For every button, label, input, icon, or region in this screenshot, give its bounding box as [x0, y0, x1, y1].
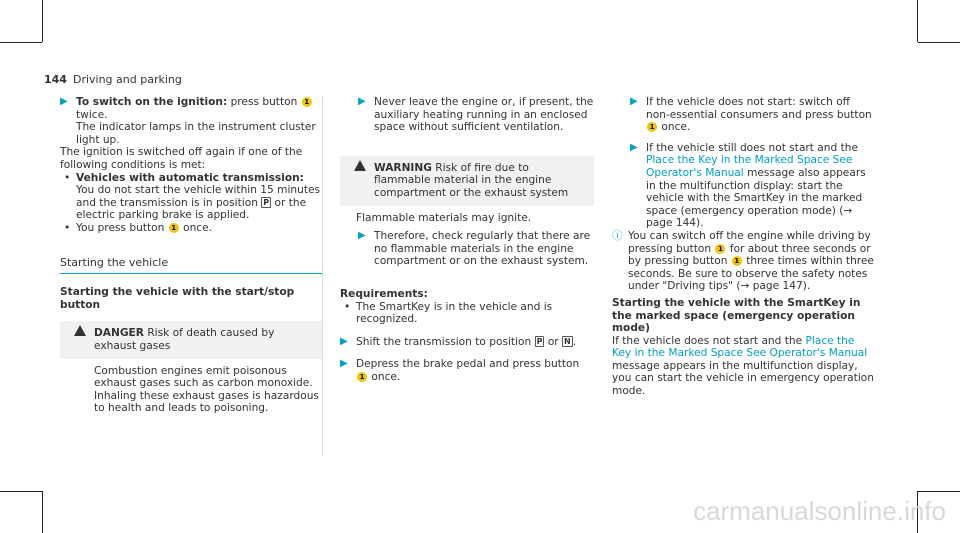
column-2 — [340, 96, 594, 384]
warning-triangle-icon — [354, 160, 366, 171]
bullet-automatic — [60, 172, 322, 222]
warning-triangle-icon — [74, 325, 86, 336]
warning-label: WARNING — [374, 161, 432, 174]
step-text: or — [544, 335, 563, 348]
step-shift — [340, 336, 594, 349]
button-1-icon: 1 — [647, 122, 657, 132]
step-still-not-start — [612, 142, 874, 230]
step-text: . — [572, 335, 577, 348]
paragraph — [612, 335, 874, 398]
step-arrow-icon: ▶ — [358, 96, 366, 107]
info-text: for about three seconds or by pressing button — [628, 242, 871, 268]
bullet-text: once. — [179, 221, 212, 234]
info-note — [612, 230, 874, 293]
warning-box — [340, 156, 594, 206]
gear-p-icon: P — [263, 197, 270, 207]
paragraph-text: If the vehicle does not start and the — [612, 334, 806, 347]
step-depress-brake — [340, 358, 594, 383]
info-icon: ⓘ — [612, 229, 623, 242]
step-text: The indicator lamps in the instrument cluster light up. — [76, 121, 316, 146]
step-arrow-icon: ▶ — [630, 96, 638, 107]
warning-step — [340, 230, 594, 268]
step-switch-on-ignition — [60, 96, 322, 146]
crop-mark — [0, 491, 42, 492]
danger-label: DANGER — [94, 327, 144, 340]
danger-box — [60, 321, 322, 358]
step-text: message also appears in the multifunction display: start the vehicle with the SmartKey in the marked space (emergency operation mode) (→ page 144). — [646, 166, 866, 230]
gear-p-icon: P — [536, 336, 543, 346]
subheading: Starting the vehicle with the SmartKey in the marked space (emergency operation mode) — [612, 296, 861, 335]
bullet-lead: Vehicles with automatic transmission: — [76, 171, 304, 184]
danger-text: Combustion engines emit poisonous exhaust gases such as carbon monoxide. Inhaling these exhaust gases is hazardous to health and leads to poisoning. — [94, 364, 319, 415]
danger-lead: Risk of death caused by exhaust gases — [94, 327, 275, 352]
step-text: If the vehicle does not start: switch off non-essential consumers and press button — [646, 96, 872, 121]
button-1-icon: 1 — [357, 372, 367, 382]
button-1-icon: 1 — [732, 256, 742, 266]
button-1-icon: 1 — [302, 97, 312, 107]
crop-mark — [918, 42, 960, 43]
column-1 — [60, 96, 322, 415]
button-1-icon: 1 — [169, 223, 179, 233]
step-arrow-icon: ▶ — [340, 358, 348, 370]
step-text: once. — [368, 370, 401, 383]
crop-mark — [0, 42, 42, 43]
info-text: You can switch off the engine while driving by pressing button — [628, 229, 871, 255]
watermark: carmanualsonline.info — [693, 496, 946, 526]
step-text: Shift the transmission to position — [356, 335, 535, 348]
column-divider — [322, 96, 323, 456]
step-arrow-icon: ▶ — [340, 335, 348, 347]
bullet-text: or the electric parking brake is applied. — [76, 196, 307, 222]
crop-mark — [917, 0, 918, 42]
danger-step — [340, 96, 594, 134]
page-title: Driving and parking — [72, 73, 182, 86]
step-text: Never leave the engine or, if present, the auxiliary heating running in an enclosed space without sufficient ventilation. — [374, 96, 594, 134]
gear-n-icon: N — [564, 336, 571, 346]
step-text: If the vehicle still does not start and the — [646, 141, 858, 154]
step-text: Therefore, check regularly that there are no flammable materials in the engine compartment or on the exhaust system. — [374, 230, 591, 268]
step-arrow-icon: ▶ — [630, 141, 638, 153]
crop-mark — [918, 491, 960, 492]
subheading: Starting the vehicle with the start/stop button — [60, 286, 295, 311]
page-header — [44, 73, 182, 86]
step-arrow-icon: ▶ — [358, 230, 366, 242]
info-text: three times within three seconds. Be sure to observe the safety notes under "Driving tips" (→ page 147). — [628, 255, 874, 293]
crop-mark — [42, 0, 43, 42]
paragraph: The ignition is switched off again if one of the following conditions is met: — [60, 146, 303, 171]
step-not-start — [612, 96, 874, 134]
bullet-text: You press button — [76, 221, 168, 234]
page-number: 144 — [44, 73, 67, 86]
crop-mark — [42, 491, 43, 533]
paragraph-text: message appears in the multifunction display, you can start the vehicle in emergency operation mode. — [612, 359, 874, 398]
section-title: Starting the vehicle — [60, 257, 322, 275]
requirement-item: • The SmartKey is in the vehicle and is recognized. — [340, 301, 594, 326]
bullet-text: You do not start the vehicle within 15 minutes and the transmission is in position — [76, 184, 321, 209]
display-message: Place the Key in the Marked Space See Operator's Manual — [646, 154, 853, 179]
step-lead: To switch on the ignition: — [76, 96, 228, 108]
requirements-title: Requirements: — [340, 287, 428, 300]
step-text: Depress the brake pedal and press button — [356, 358, 580, 371]
display-message: Place the Key in the Marked Space See Operator's Manual — [612, 334, 868, 360]
warning-text: Flammable materials may ignite. — [356, 211, 532, 224]
step-text: once. — [658, 121, 691, 134]
step-text: press button — [227, 96, 301, 108]
column-3 — [612, 96, 874, 398]
warning-lead: Risk of fire due to flammable material in the engine compartment or the exhaust system — [374, 161, 569, 199]
step-text: twice. — [76, 108, 108, 121]
bullet-press-button — [60, 222, 322, 235]
step-arrow-icon: ▶ — [60, 96, 68, 107]
button-1-icon: 1 — [715, 244, 725, 254]
